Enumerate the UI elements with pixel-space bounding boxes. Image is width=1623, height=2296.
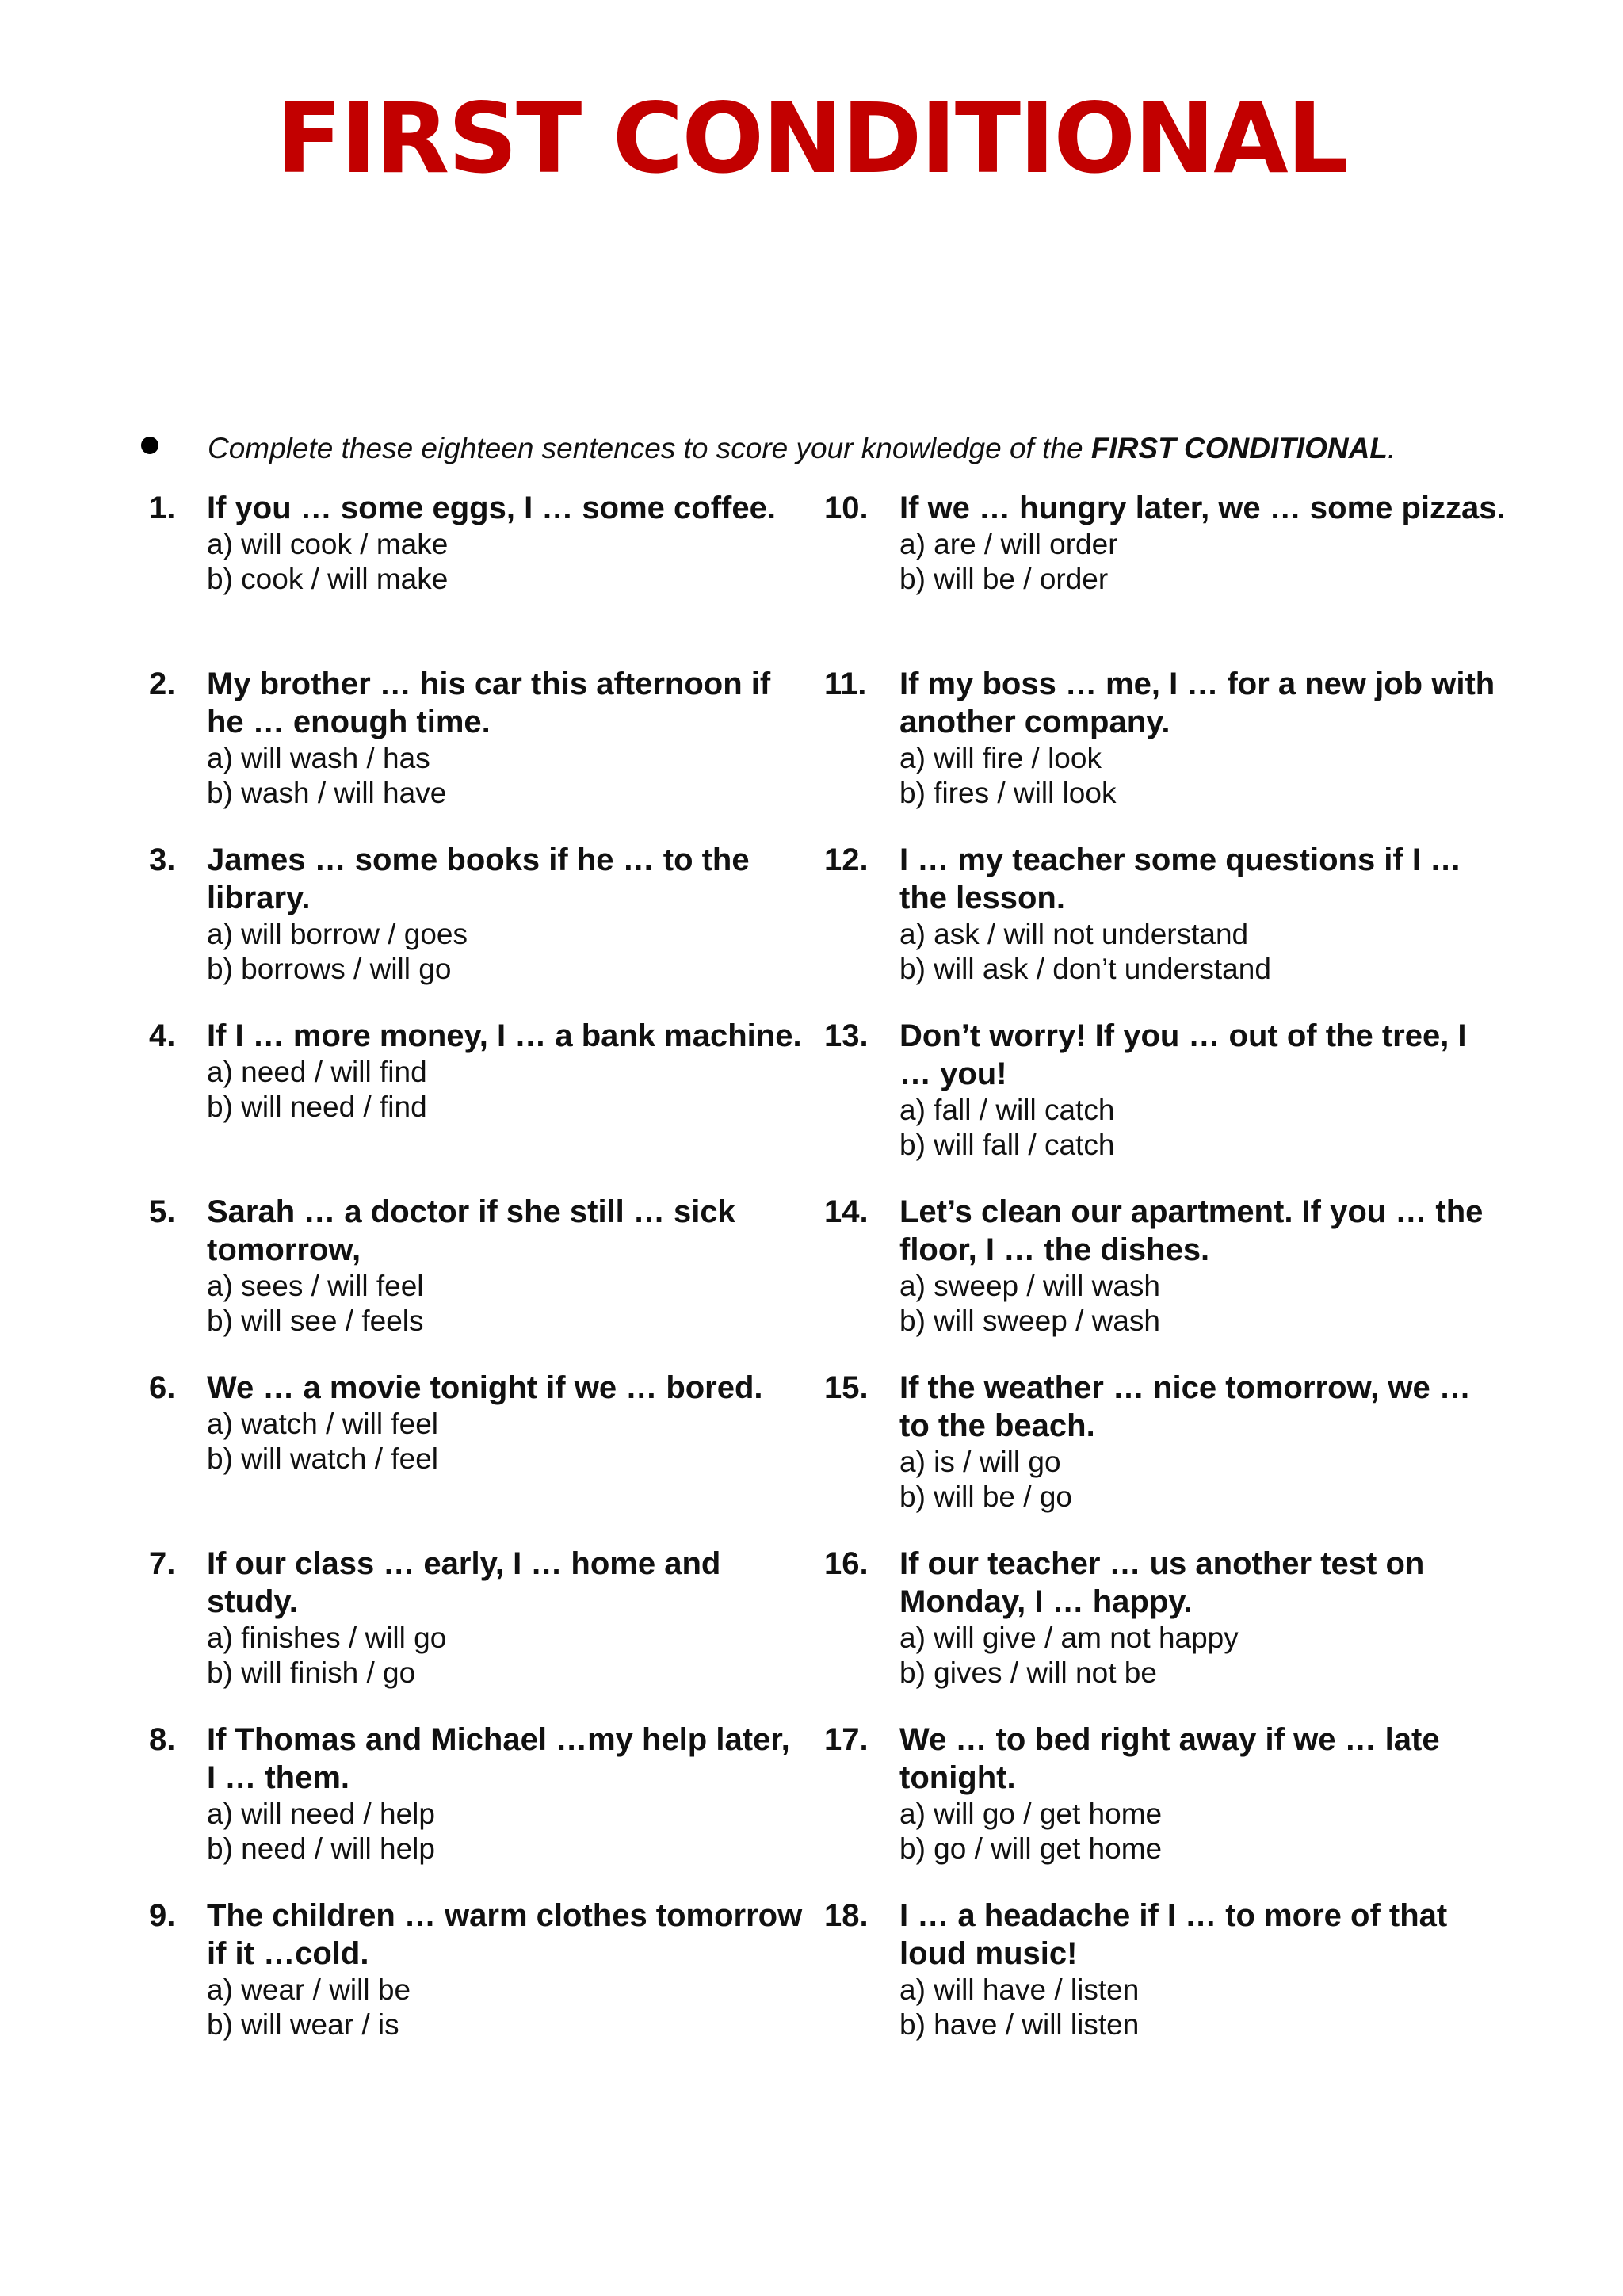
question-item [149, 489, 807, 665]
option-a: a) ask / will not understand [899, 918, 1249, 950]
question-body [207, 665, 807, 811]
question-body [207, 1545, 807, 1690]
option-b: b) will finish / go [207, 1656, 416, 1689]
option-a: a) will give / am not happy [899, 1622, 1239, 1654]
question-body [899, 1369, 1506, 1515]
option-b: b) cook / will make [207, 563, 449, 595]
question-item [824, 489, 1506, 665]
right-question-column [824, 489, 1506, 2073]
question-item [824, 1545, 1506, 1721]
question-body [207, 1017, 807, 1125]
option-a: a) wear / will be [207, 1973, 411, 2006]
option-b: b) will sweep / wash [899, 1305, 1161, 1337]
option-a: a) will wash / has [207, 742, 430, 774]
left-question-column [149, 489, 807, 2073]
question-text: James … some books if he … to the library. [207, 842, 750, 915]
question-item [149, 665, 807, 841]
question-number: 9. [149, 1898, 176, 1933]
question-text: Let’s clean our apartment. If you … the floor, I … the dishes. [899, 1194, 1484, 1267]
option-b: b) will see / feels [207, 1305, 424, 1337]
question-body [207, 1369, 807, 1477]
instruction-text [208, 428, 1396, 469]
question-number: 3. [149, 842, 176, 877]
option-b: b) fires / will look [899, 777, 1117, 809]
question-number: 7. [149, 1546, 176, 1581]
question-item [149, 1721, 807, 1897]
question-text: If Thomas and Michael …my help later, I … them. [207, 1722, 790, 1795]
question-body [207, 1193, 807, 1339]
question-item [149, 1545, 807, 1721]
question-body [207, 841, 807, 987]
question-text: If my boss … me, I … for a new job with another company. [899, 667, 1495, 739]
question-text: I … a headache if I … to more of that loud music! [899, 1898, 1448, 1971]
option-a: a) will need / help [207, 1797, 435, 1830]
question-text: Sarah … a doctor if she still … sick tomorrow, [207, 1194, 735, 1267]
question-body [207, 489, 807, 597]
question-text: If you … some eggs, I … some coffee. [207, 491, 776, 525]
question-number: 14. [824, 1194, 869, 1229]
question-number: 1. [149, 491, 176, 525]
instruction-suffix: . [1387, 432, 1396, 464]
question-body [899, 1193, 1506, 1339]
option-b: b) go / will get home [899, 1832, 1163, 1865]
option-a: a) watch / will feel [207, 1408, 438, 1440]
question-number: 13. [824, 1018, 869, 1053]
question-item [824, 841, 1506, 1017]
question-number: 8. [149, 1722, 176, 1757]
option-a: a) will fire / look [899, 742, 1102, 774]
option-a: a) sees / will feel [207, 1270, 424, 1302]
question-text: We … a movie tonight if we … bored. [207, 1370, 763, 1405]
option-b: b) will be / go [899, 1480, 1072, 1513]
option-a: a) need / will find [207, 1056, 427, 1088]
option-b: b) will ask / don’t understand [899, 953, 1271, 985]
option-b: b) will fall / catch [899, 1129, 1115, 1161]
question-number: 17. [824, 1722, 869, 1757]
question-text: We … to bed right away if we … late tonight. [899, 1722, 1440, 1795]
question-number: 11. [824, 667, 867, 701]
question-item [824, 1897, 1506, 2073]
option-a: a) finishes / will go [207, 1622, 447, 1654]
question-body [899, 489, 1506, 597]
option-a: a) will cook / make [207, 528, 449, 560]
question-text: If our teacher … us another test on Monday, I … happy. [899, 1546, 1425, 1619]
question-number: 6. [149, 1370, 176, 1405]
option-b: b) will be / order [899, 563, 1109, 595]
option-b: b) will wear / is [207, 2008, 399, 2041]
question-body [899, 841, 1506, 987]
option-a: a) will go / get home [899, 1797, 1163, 1830]
question-item [149, 1193, 807, 1369]
question-text: If our class … early, I … home and study. [207, 1546, 721, 1619]
question-text: If we … hungry later, we … some pizzas. [899, 491, 1506, 525]
bullet-icon [141, 437, 158, 454]
question-body [899, 1897, 1506, 2042]
question-item [149, 1897, 807, 2073]
question-number: 4. [149, 1018, 176, 1053]
question-number: 2. [149, 667, 176, 701]
question-number: 18. [824, 1898, 869, 1933]
page-title: FIRST CONDITIONAL [276, 82, 1347, 195]
question-number: 16. [824, 1546, 869, 1581]
question-item [824, 1369, 1506, 1545]
question-item [824, 1721, 1506, 1897]
option-b: b) will need / find [207, 1091, 427, 1123]
question-body [207, 1897, 807, 2042]
question-item [824, 665, 1506, 841]
question-body [899, 665, 1506, 811]
question-text: The children … warm clothes tomorrow if it …cold. [207, 1898, 803, 1971]
instruction-prefix: Complete these eighteen sentences to score your knowledge of the [208, 432, 1091, 464]
question-item [149, 1369, 807, 1545]
question-item [824, 1193, 1506, 1369]
question-number: 10. [824, 491, 869, 525]
question-text: I … my teacher some questions if I … the lesson. [899, 842, 1462, 915]
option-b: b) borrows / will go [207, 953, 452, 985]
question-body [899, 1017, 1506, 1163]
question-text: If the weather … nice tomorrow, we … to the beach. [899, 1370, 1471, 1443]
question-body [899, 1721, 1506, 1866]
question-text: Don’t worry! If you … out of the tree, I … you! [899, 1018, 1467, 1091]
question-number: 12. [824, 842, 869, 877]
option-a: a) are / will order [899, 528, 1118, 560]
instruction-emphasis: FIRST CONDITIONAL [1090, 432, 1388, 464]
option-a: a) is / will go [899, 1446, 1061, 1478]
option-b: b) will watch / feel [207, 1442, 438, 1475]
question-text: My brother … his car this afternoon if he … enough time. [207, 667, 771, 739]
question-text: If I … more money, I … a bank machine. [207, 1018, 802, 1053]
question-number: 15. [824, 1370, 869, 1405]
option-b: b) have / will listen [899, 2008, 1140, 2041]
option-b: b) gives / will not be [899, 1656, 1157, 1689]
option-b: b) need / will help [207, 1832, 435, 1865]
option-a: a) will borrow / goes [207, 918, 468, 950]
question-item [149, 1017, 807, 1193]
option-a: a) will have / listen [899, 1973, 1140, 2006]
question-body [207, 1721, 807, 1866]
option-a: a) sweep / will wash [899, 1270, 1161, 1302]
option-a: a) fall / will catch [899, 1094, 1115, 1126]
question-body [899, 1545, 1506, 1690]
question-item [824, 1017, 1506, 1193]
question-number: 5. [149, 1194, 176, 1229]
question-item [149, 841, 807, 1017]
option-b: b) wash / will have [207, 777, 447, 809]
